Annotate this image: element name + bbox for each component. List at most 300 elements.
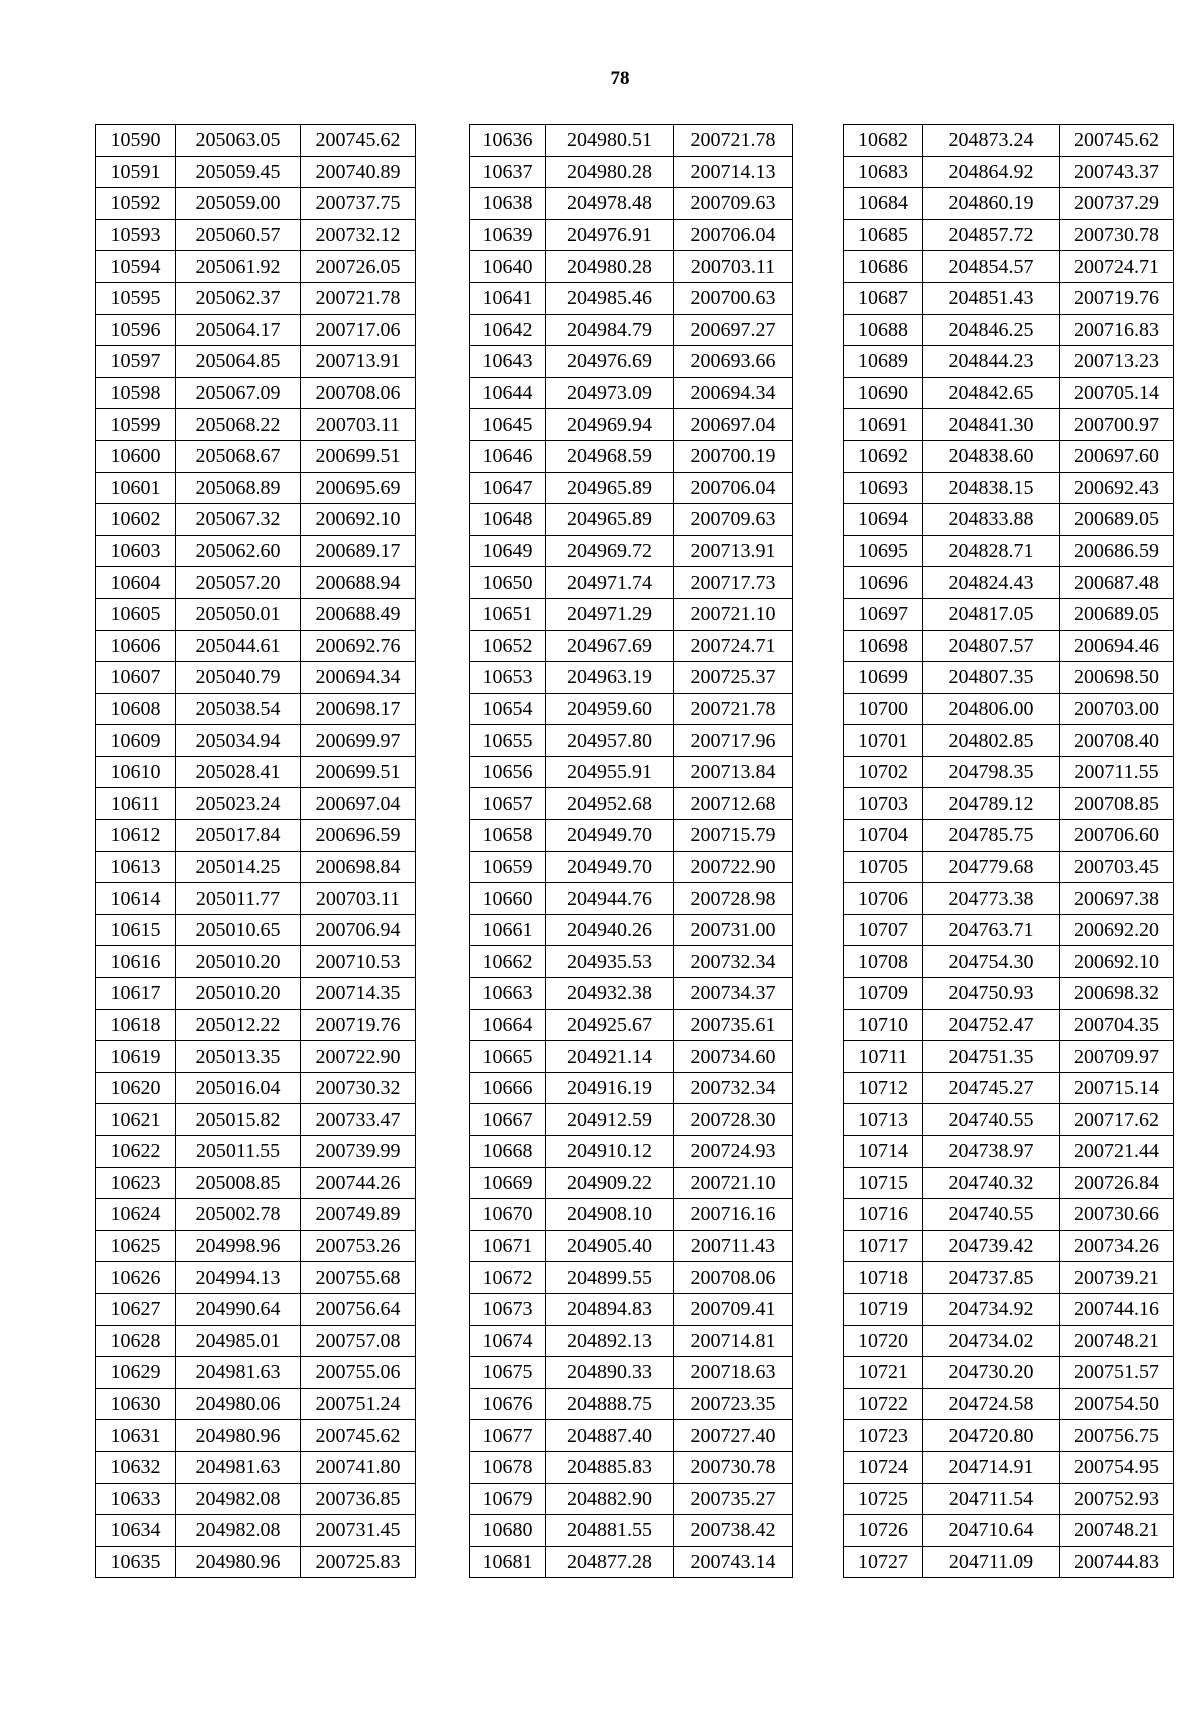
table-row bbox=[96, 472, 416, 504]
y-coordinate-cell: 200709.41 bbox=[674, 1293, 793, 1325]
table-row bbox=[844, 1546, 1174, 1578]
point-number-cell: 10720 bbox=[844, 1325, 923, 1357]
point-number-cell: 10722 bbox=[844, 1388, 923, 1420]
point-number-cell: 10636 bbox=[470, 125, 546, 157]
table-row bbox=[470, 314, 793, 346]
y-coordinate-cell: 200736.85 bbox=[301, 1483, 416, 1515]
x-coordinate-cell: 204968.59 bbox=[546, 440, 674, 472]
x-coordinate-cell: 204752.47 bbox=[923, 1009, 1060, 1041]
x-coordinate-cell: 204842.65 bbox=[923, 377, 1060, 409]
x-coordinate-cell: 204873.24 bbox=[923, 125, 1060, 157]
x-coordinate-cell: 204980.28 bbox=[546, 156, 674, 188]
point-number-cell: 10718 bbox=[844, 1262, 923, 1294]
table-row bbox=[96, 504, 416, 536]
point-number-cell: 10694 bbox=[844, 504, 923, 536]
x-coordinate-cell: 204905.40 bbox=[546, 1230, 674, 1262]
point-number-cell: 10705 bbox=[844, 851, 923, 883]
y-coordinate-cell: 200735.27 bbox=[674, 1483, 793, 1515]
y-coordinate-cell: 200703.11 bbox=[674, 251, 793, 283]
point-number-cell: 10680 bbox=[470, 1515, 546, 1547]
x-coordinate-cell: 204976.91 bbox=[546, 219, 674, 251]
y-coordinate-cell: 200732.34 bbox=[674, 1072, 793, 1104]
y-coordinate-cell: 200700.63 bbox=[674, 282, 793, 314]
y-coordinate-cell: 200752.93 bbox=[1060, 1483, 1174, 1515]
y-coordinate-cell: 200708.06 bbox=[674, 1262, 793, 1294]
x-coordinate-cell: 204841.30 bbox=[923, 409, 1060, 441]
y-coordinate-cell: 200714.35 bbox=[301, 978, 416, 1010]
x-coordinate-cell: 204854.57 bbox=[923, 251, 1060, 283]
table-row bbox=[470, 756, 793, 788]
y-coordinate-cell: 200716.16 bbox=[674, 1199, 793, 1231]
x-coordinate-cell: 205060.57 bbox=[176, 219, 301, 251]
y-coordinate-cell: 200737.75 bbox=[301, 188, 416, 220]
point-number-cell: 10711 bbox=[844, 1041, 923, 1073]
x-coordinate-cell: 204882.90 bbox=[546, 1483, 674, 1515]
table-row bbox=[844, 1009, 1174, 1041]
x-coordinate-cell: 204860.19 bbox=[923, 188, 1060, 220]
point-number-cell: 10633 bbox=[96, 1483, 176, 1515]
x-coordinate-cell: 204798.35 bbox=[923, 756, 1060, 788]
x-coordinate-cell: 204881.55 bbox=[546, 1515, 674, 1547]
x-coordinate-cell: 204802.85 bbox=[923, 725, 1060, 757]
y-coordinate-cell: 200725.37 bbox=[674, 662, 793, 694]
table-row bbox=[470, 188, 793, 220]
y-coordinate-cell: 200724.71 bbox=[1060, 251, 1174, 283]
x-coordinate-cell: 205057.20 bbox=[176, 567, 301, 599]
x-coordinate-cell: 204734.92 bbox=[923, 1293, 1060, 1325]
y-coordinate-cell: 200717.73 bbox=[674, 567, 793, 599]
y-coordinate-cell: 200698.17 bbox=[301, 693, 416, 725]
point-number-cell: 10615 bbox=[96, 914, 176, 946]
x-coordinate-cell: 205064.85 bbox=[176, 346, 301, 378]
point-number-cell: 10663 bbox=[470, 978, 546, 1010]
table-row bbox=[844, 1293, 1174, 1325]
x-coordinate-cell: 204980.96 bbox=[176, 1546, 301, 1578]
x-coordinate-cell: 204910.12 bbox=[546, 1136, 674, 1168]
point-number-cell: 10701 bbox=[844, 725, 923, 757]
point-number-cell: 10661 bbox=[470, 914, 546, 946]
point-number-cell: 10639 bbox=[470, 219, 546, 251]
table-row bbox=[470, 440, 793, 472]
x-coordinate-cell: 204978.48 bbox=[546, 188, 674, 220]
x-coordinate-cell: 204965.89 bbox=[546, 504, 674, 536]
y-coordinate-cell: 200732.34 bbox=[674, 946, 793, 978]
page-number: 78 bbox=[610, 68, 630, 89]
point-number-cell: 10690 bbox=[844, 377, 923, 409]
x-coordinate-cell: 204711.09 bbox=[923, 1546, 1060, 1578]
point-number-cell: 10613 bbox=[96, 851, 176, 883]
table-row bbox=[470, 851, 793, 883]
y-coordinate-cell: 200699.97 bbox=[301, 725, 416, 757]
point-number-cell: 10688 bbox=[844, 314, 923, 346]
y-coordinate-cell: 200735.61 bbox=[674, 1009, 793, 1041]
y-coordinate-cell: 200725.83 bbox=[301, 1546, 416, 1578]
point-number-cell: 10679 bbox=[470, 1483, 546, 1515]
x-coordinate-cell: 205010.20 bbox=[176, 978, 301, 1010]
x-coordinate-cell: 204754.30 bbox=[923, 946, 1060, 978]
y-coordinate-cell: 200714.81 bbox=[674, 1325, 793, 1357]
x-coordinate-cell: 204806.00 bbox=[923, 693, 1060, 725]
x-coordinate-cell: 204763.71 bbox=[923, 914, 1060, 946]
x-coordinate-cell: 204949.70 bbox=[546, 851, 674, 883]
table-row bbox=[96, 188, 416, 220]
point-number-cell: 10622 bbox=[96, 1136, 176, 1168]
point-number-cell: 10632 bbox=[96, 1451, 176, 1483]
y-coordinate-cell: 200713.84 bbox=[674, 756, 793, 788]
table-row bbox=[470, 1136, 793, 1168]
point-number-cell: 10669 bbox=[470, 1167, 546, 1199]
point-number-cell: 10708 bbox=[844, 946, 923, 978]
coordinate-table-1 bbox=[95, 124, 416, 1578]
y-coordinate-cell: 200688.94 bbox=[301, 567, 416, 599]
x-coordinate-cell: 204982.08 bbox=[176, 1483, 301, 1515]
table-row bbox=[96, 788, 416, 820]
table-row bbox=[470, 725, 793, 757]
table-row bbox=[844, 1483, 1174, 1515]
y-coordinate-cell: 200743.14 bbox=[674, 1546, 793, 1578]
y-coordinate-cell: 200699.51 bbox=[301, 440, 416, 472]
x-coordinate-cell: 204909.22 bbox=[546, 1167, 674, 1199]
x-coordinate-cell: 205050.01 bbox=[176, 598, 301, 630]
y-coordinate-cell: 200756.75 bbox=[1060, 1420, 1174, 1452]
x-coordinate-cell: 204990.64 bbox=[176, 1293, 301, 1325]
table-row bbox=[844, 756, 1174, 788]
table-row bbox=[470, 219, 793, 251]
x-coordinate-cell: 205010.20 bbox=[176, 946, 301, 978]
table-row bbox=[844, 1199, 1174, 1231]
y-coordinate-cell: 200718.63 bbox=[674, 1357, 793, 1389]
table-row bbox=[470, 1072, 793, 1104]
y-coordinate-cell: 200694.46 bbox=[1060, 630, 1174, 662]
point-number-cell: 10699 bbox=[844, 662, 923, 694]
point-number-cell: 10623 bbox=[96, 1167, 176, 1199]
coordinate-table-2 bbox=[469, 124, 793, 1578]
point-number-cell: 10654 bbox=[470, 693, 546, 725]
table-row bbox=[470, 377, 793, 409]
point-number-cell: 10625 bbox=[96, 1230, 176, 1262]
x-coordinate-cell: 204734.02 bbox=[923, 1325, 1060, 1357]
table-row bbox=[844, 725, 1174, 757]
x-coordinate-cell: 204773.38 bbox=[923, 883, 1060, 915]
point-number-cell: 10706 bbox=[844, 883, 923, 915]
x-coordinate-cell: 204864.92 bbox=[923, 156, 1060, 188]
table-row bbox=[470, 1451, 793, 1483]
y-coordinate-cell: 200745.62 bbox=[1060, 125, 1174, 157]
y-coordinate-cell: 200710.53 bbox=[301, 946, 416, 978]
x-coordinate-cell: 204807.57 bbox=[923, 630, 1060, 662]
y-coordinate-cell: 200713.23 bbox=[1060, 346, 1174, 378]
point-number-cell: 10695 bbox=[844, 535, 923, 567]
y-coordinate-cell: 200705.14 bbox=[1060, 377, 1174, 409]
table-row bbox=[470, 1420, 793, 1452]
table-row bbox=[470, 598, 793, 630]
y-coordinate-cell: 200745.62 bbox=[301, 125, 416, 157]
x-coordinate-cell: 204807.35 bbox=[923, 662, 1060, 694]
y-coordinate-cell: 200700.97 bbox=[1060, 409, 1174, 441]
point-number-cell: 10693 bbox=[844, 472, 923, 504]
y-coordinate-cell: 200706.60 bbox=[1060, 820, 1174, 852]
point-number-cell: 10642 bbox=[470, 314, 546, 346]
point-number-cell: 10710 bbox=[844, 1009, 923, 1041]
table-row bbox=[844, 282, 1174, 314]
x-coordinate-cell: 204779.68 bbox=[923, 851, 1060, 883]
x-coordinate-cell: 205062.37 bbox=[176, 282, 301, 314]
x-coordinate-cell: 204981.63 bbox=[176, 1357, 301, 1389]
table-row bbox=[470, 1357, 793, 1389]
table-row bbox=[844, 535, 1174, 567]
y-coordinate-cell: 200700.19 bbox=[674, 440, 793, 472]
table-row bbox=[470, 788, 793, 820]
point-number-cell: 10609 bbox=[96, 725, 176, 757]
point-number-cell: 10726 bbox=[844, 1515, 923, 1547]
table-row bbox=[844, 440, 1174, 472]
x-coordinate-cell: 204967.69 bbox=[546, 630, 674, 662]
table-row bbox=[470, 1388, 793, 1420]
point-number-cell: 10601 bbox=[96, 472, 176, 504]
table-row bbox=[470, 1167, 793, 1199]
table-row bbox=[470, 535, 793, 567]
y-coordinate-cell: 200731.45 bbox=[301, 1515, 416, 1547]
y-coordinate-cell: 200712.68 bbox=[674, 788, 793, 820]
point-number-cell: 10620 bbox=[96, 1072, 176, 1104]
x-coordinate-cell: 205044.61 bbox=[176, 630, 301, 662]
table-row bbox=[844, 1136, 1174, 1168]
x-coordinate-cell: 204838.60 bbox=[923, 440, 1060, 472]
y-coordinate-cell: 200699.51 bbox=[301, 756, 416, 788]
y-coordinate-cell: 200730.32 bbox=[301, 1072, 416, 1104]
point-number-cell: 10590 bbox=[96, 125, 176, 157]
x-coordinate-cell: 204885.83 bbox=[546, 1451, 674, 1483]
point-number-cell: 10697 bbox=[844, 598, 923, 630]
table-row bbox=[470, 409, 793, 441]
x-coordinate-cell: 204973.09 bbox=[546, 377, 674, 409]
point-number-cell: 10598 bbox=[96, 377, 176, 409]
x-coordinate-cell: 205002.78 bbox=[176, 1199, 301, 1231]
y-coordinate-cell: 200688.49 bbox=[301, 598, 416, 630]
x-coordinate-cell: 204817.05 bbox=[923, 598, 1060, 630]
point-number-cell: 10672 bbox=[470, 1262, 546, 1294]
point-number-cell: 10714 bbox=[844, 1136, 923, 1168]
point-number-cell: 10605 bbox=[96, 598, 176, 630]
table-row bbox=[470, 978, 793, 1010]
x-coordinate-cell: 204789.12 bbox=[923, 788, 1060, 820]
y-coordinate-cell: 200721.10 bbox=[674, 598, 793, 630]
point-number-cell: 10703 bbox=[844, 788, 923, 820]
table-row bbox=[470, 1325, 793, 1357]
x-coordinate-cell: 204932.38 bbox=[546, 978, 674, 1010]
x-coordinate-cell: 205008.85 bbox=[176, 1167, 301, 1199]
point-number-cell: 10668 bbox=[470, 1136, 546, 1168]
point-number-cell: 10684 bbox=[844, 188, 923, 220]
table-row bbox=[96, 1515, 416, 1547]
table-row bbox=[96, 1167, 416, 1199]
y-coordinate-cell: 200730.78 bbox=[1060, 219, 1174, 251]
table-row bbox=[96, 1483, 416, 1515]
table-row bbox=[844, 346, 1174, 378]
x-coordinate-cell: 204965.89 bbox=[546, 472, 674, 504]
x-coordinate-cell: 205067.09 bbox=[176, 377, 301, 409]
x-coordinate-cell: 204887.40 bbox=[546, 1420, 674, 1452]
point-number-cell: 10593 bbox=[96, 219, 176, 251]
x-coordinate-cell: 204959.60 bbox=[546, 693, 674, 725]
table-row bbox=[844, 978, 1174, 1010]
point-number-cell: 10648 bbox=[470, 504, 546, 536]
y-coordinate-cell: 200692.43 bbox=[1060, 472, 1174, 504]
x-coordinate-cell: 204980.51 bbox=[546, 125, 674, 157]
y-coordinate-cell: 200744.83 bbox=[1060, 1546, 1174, 1578]
x-coordinate-cell: 205034.94 bbox=[176, 725, 301, 757]
table-row bbox=[844, 567, 1174, 599]
table-row bbox=[96, 219, 416, 251]
x-coordinate-cell: 204957.80 bbox=[546, 725, 674, 757]
y-coordinate-cell: 200689.17 bbox=[301, 535, 416, 567]
point-number-cell: 10707 bbox=[844, 914, 923, 946]
point-number-cell: 10689 bbox=[844, 346, 923, 378]
y-coordinate-cell: 200738.42 bbox=[674, 1515, 793, 1547]
table-row bbox=[844, 883, 1174, 915]
point-number-cell: 10592 bbox=[96, 188, 176, 220]
point-number-cell: 10644 bbox=[470, 377, 546, 409]
x-coordinate-cell: 205028.41 bbox=[176, 756, 301, 788]
x-coordinate-cell: 204894.83 bbox=[546, 1293, 674, 1325]
point-number-cell: 10641 bbox=[470, 282, 546, 314]
point-number-cell: 10650 bbox=[470, 567, 546, 599]
table-row bbox=[844, 409, 1174, 441]
point-number-cell: 10713 bbox=[844, 1104, 923, 1136]
point-number-cell: 10687 bbox=[844, 282, 923, 314]
table-row bbox=[470, 1262, 793, 1294]
y-coordinate-cell: 200755.68 bbox=[301, 1262, 416, 1294]
table-row bbox=[844, 1451, 1174, 1483]
table-row bbox=[470, 504, 793, 536]
point-number-cell: 10638 bbox=[470, 188, 546, 220]
y-coordinate-cell: 200722.90 bbox=[674, 851, 793, 883]
x-coordinate-cell: 204740.55 bbox=[923, 1104, 1060, 1136]
table-row bbox=[844, 1041, 1174, 1073]
point-number-cell: 10614 bbox=[96, 883, 176, 915]
y-coordinate-cell: 200708.40 bbox=[1060, 725, 1174, 757]
point-number-cell: 10671 bbox=[470, 1230, 546, 1262]
y-coordinate-cell: 200721.78 bbox=[674, 693, 793, 725]
point-number-cell: 10724 bbox=[844, 1451, 923, 1483]
y-coordinate-cell: 200717.06 bbox=[301, 314, 416, 346]
y-coordinate-cell: 200724.93 bbox=[674, 1136, 793, 1168]
point-number-cell: 10727 bbox=[844, 1546, 923, 1578]
y-coordinate-cell: 200715.14 bbox=[1060, 1072, 1174, 1104]
x-coordinate-cell: 204828.71 bbox=[923, 535, 1060, 567]
y-coordinate-cell: 200721.78 bbox=[301, 282, 416, 314]
y-coordinate-cell: 200703.11 bbox=[301, 883, 416, 915]
x-coordinate-cell: 204892.13 bbox=[546, 1325, 674, 1357]
point-number-cell: 10675 bbox=[470, 1357, 546, 1389]
y-coordinate-cell: 200734.26 bbox=[1060, 1230, 1174, 1262]
point-number-cell: 10635 bbox=[96, 1546, 176, 1578]
x-coordinate-cell: 204739.42 bbox=[923, 1230, 1060, 1262]
y-coordinate-cell: 200724.71 bbox=[674, 630, 793, 662]
point-number-cell: 10652 bbox=[470, 630, 546, 662]
y-coordinate-cell: 200692.20 bbox=[1060, 914, 1174, 946]
y-coordinate-cell: 200687.48 bbox=[1060, 567, 1174, 599]
x-coordinate-cell: 204955.91 bbox=[546, 756, 674, 788]
table-row bbox=[844, 472, 1174, 504]
x-coordinate-cell: 204985.01 bbox=[176, 1325, 301, 1357]
y-coordinate-cell: 200721.10 bbox=[674, 1167, 793, 1199]
y-coordinate-cell: 200739.99 bbox=[301, 1136, 416, 1168]
point-number-cell: 10667 bbox=[470, 1104, 546, 1136]
y-coordinate-cell: 200711.43 bbox=[674, 1230, 793, 1262]
x-coordinate-cell: 204888.75 bbox=[546, 1388, 674, 1420]
table-row bbox=[96, 756, 416, 788]
x-coordinate-cell: 205068.22 bbox=[176, 409, 301, 441]
y-coordinate-cell: 200698.50 bbox=[1060, 662, 1174, 694]
y-coordinate-cell: 200698.84 bbox=[301, 851, 416, 883]
table-row bbox=[844, 188, 1174, 220]
y-coordinate-cell: 200716.83 bbox=[1060, 314, 1174, 346]
y-coordinate-cell: 200755.06 bbox=[301, 1357, 416, 1389]
x-coordinate-cell: 204981.63 bbox=[176, 1451, 301, 1483]
point-number-cell: 10611 bbox=[96, 788, 176, 820]
y-coordinate-cell: 200686.59 bbox=[1060, 535, 1174, 567]
y-coordinate-cell: 200703.11 bbox=[301, 409, 416, 441]
x-coordinate-cell: 205023.24 bbox=[176, 788, 301, 820]
table-row bbox=[470, 1483, 793, 1515]
table-row bbox=[96, 1262, 416, 1294]
x-coordinate-cell: 204737.85 bbox=[923, 1262, 1060, 1294]
point-number-cell: 10618 bbox=[96, 1009, 176, 1041]
point-number-cell: 10594 bbox=[96, 251, 176, 283]
y-coordinate-cell: 200706.94 bbox=[301, 914, 416, 946]
table-row bbox=[470, 472, 793, 504]
x-coordinate-cell: 204944.76 bbox=[546, 883, 674, 915]
x-coordinate-cell: 204745.27 bbox=[923, 1072, 1060, 1104]
x-coordinate-cell: 204877.28 bbox=[546, 1546, 674, 1578]
x-coordinate-cell: 204857.72 bbox=[923, 219, 1060, 251]
x-coordinate-cell: 205064.17 bbox=[176, 314, 301, 346]
point-number-cell: 10610 bbox=[96, 756, 176, 788]
x-coordinate-cell: 205059.00 bbox=[176, 188, 301, 220]
point-number-cell: 10716 bbox=[844, 1199, 923, 1231]
table-row bbox=[96, 314, 416, 346]
point-number-cell: 10725 bbox=[844, 1483, 923, 1515]
y-coordinate-cell: 200719.76 bbox=[301, 1009, 416, 1041]
y-coordinate-cell: 200731.00 bbox=[674, 914, 793, 946]
table-row bbox=[470, 1546, 793, 1578]
x-coordinate-cell: 204952.68 bbox=[546, 788, 674, 820]
y-coordinate-cell: 200697.38 bbox=[1060, 883, 1174, 915]
y-coordinate-cell: 200749.89 bbox=[301, 1199, 416, 1231]
y-coordinate-cell: 200698.32 bbox=[1060, 978, 1174, 1010]
x-coordinate-cell: 204971.74 bbox=[546, 567, 674, 599]
x-coordinate-cell: 205062.60 bbox=[176, 535, 301, 567]
point-number-cell: 10717 bbox=[844, 1230, 923, 1262]
x-coordinate-cell: 204751.35 bbox=[923, 1041, 1060, 1073]
x-coordinate-cell: 204912.59 bbox=[546, 1104, 674, 1136]
y-coordinate-cell: 200704.35 bbox=[1060, 1009, 1174, 1041]
x-coordinate-cell: 204980.06 bbox=[176, 1388, 301, 1420]
x-coordinate-cell: 205059.45 bbox=[176, 156, 301, 188]
point-number-cell: 10646 bbox=[470, 440, 546, 472]
table-row bbox=[844, 1515, 1174, 1547]
table-row bbox=[844, 156, 1174, 188]
y-coordinate-cell: 200697.04 bbox=[301, 788, 416, 820]
y-coordinate-cell: 200721.78 bbox=[674, 125, 793, 157]
table-row bbox=[96, 346, 416, 378]
table-row bbox=[470, 282, 793, 314]
y-coordinate-cell: 200692.76 bbox=[301, 630, 416, 662]
y-coordinate-cell: 200743.37 bbox=[1060, 156, 1174, 188]
table-row bbox=[470, 1515, 793, 1547]
table-row bbox=[96, 1041, 416, 1073]
